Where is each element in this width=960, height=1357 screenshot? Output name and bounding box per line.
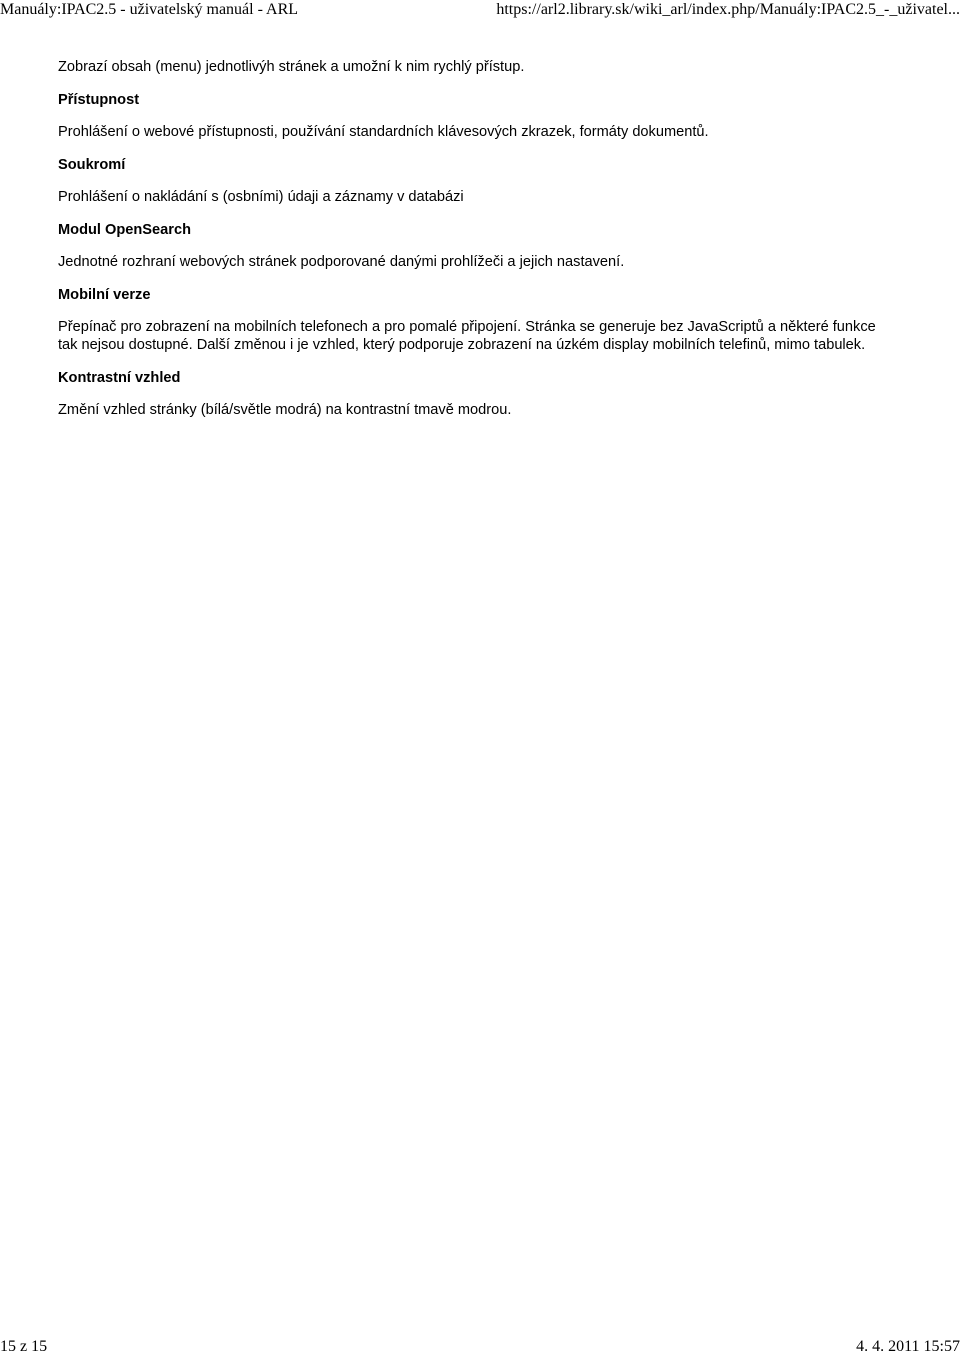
document-url: https://arl2.library.sk/wiki_arl/index.php/Manuály:IPAC2.5_-_uživatel... xyxy=(496,1,960,18)
term-contrast-view: Kontrastní vzhled xyxy=(58,370,181,386)
term-opensearch: Modul OpenSearch xyxy=(58,222,191,238)
desc-opensearch: Jednotné rozhraní webových stránek podporované danými prohlížeči a jejich nastavení. xyxy=(58,254,625,270)
term-mobile-version: Mobilní verze xyxy=(58,287,151,303)
print-footer xyxy=(0,1338,960,1357)
desc-privacy: Prohlášení o nakládání s (osbními) údaji a záznamy v databázi xyxy=(58,189,464,205)
page-content xyxy=(58,58,898,419)
term-accessibility: Přístupnost xyxy=(58,92,140,108)
desc-contrast-view: Změní vzhled stránky (bílá/světle modrá) na kontrastní tmavě modrou. xyxy=(58,402,512,418)
desc-accessibility: Prohlášení o webové přístupnosti, používání standardních klávesových zkrazek, formáty dokumentů. xyxy=(58,124,709,140)
print-datetime: 4. 4. 2011 15:57 xyxy=(856,1338,960,1355)
term-privacy: Soukromí xyxy=(58,157,126,173)
intro-text: Zobrazí obsah (menu) jednotlivýh stránek a umožní k nim rychlý přístup. xyxy=(58,59,525,75)
desc-mobile-version: Přepínač pro zobrazení na mobilních telefonech a pro pomalé připojení. Stránka se generuje bez JavaScriptů a některé funkce tak nejsou dostupné. Další změnou i je vzhled, který podporuje zobrazení na úzkém display mobilních telefinů, mimo tabulek. xyxy=(58,319,876,353)
document-title: Manuály:IPAC2.5 - uživatelský manuál - ARL xyxy=(0,1,299,18)
print-header xyxy=(0,0,960,20)
page-number: 15 z 15 xyxy=(0,1338,48,1355)
